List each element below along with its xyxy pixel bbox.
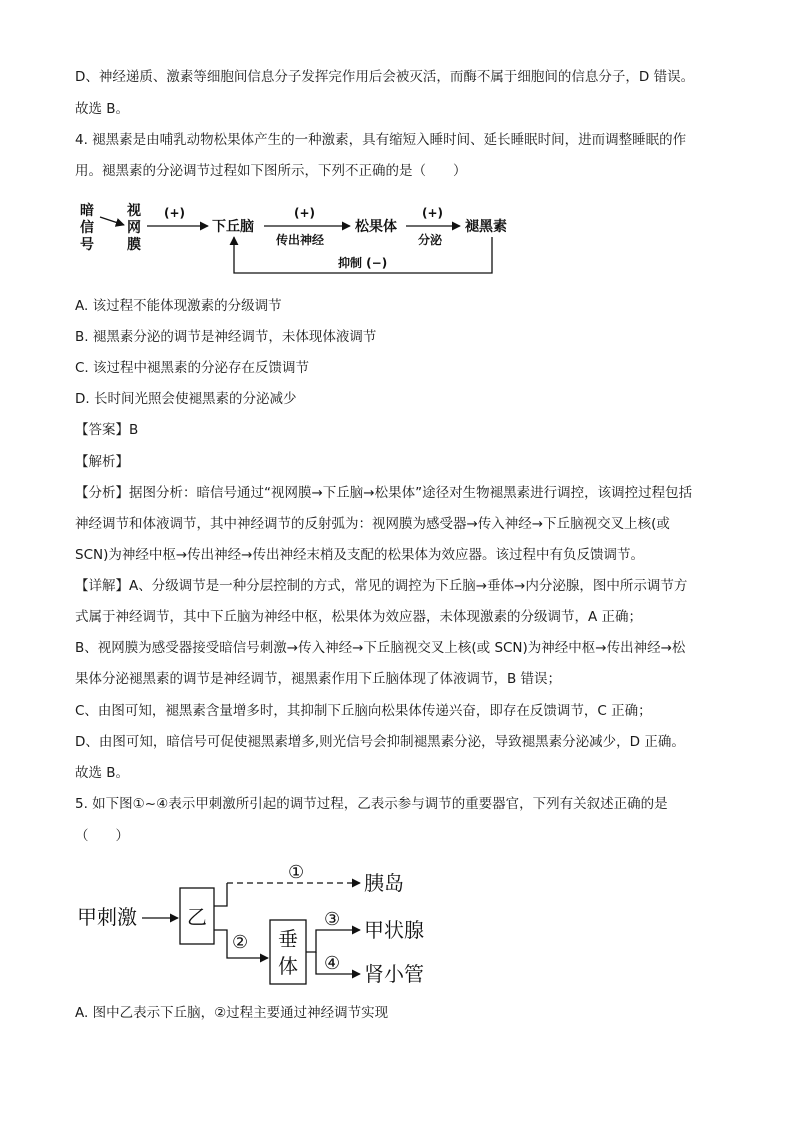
plus-1: (+) bbox=[164, 206, 186, 220]
analysis-line: SCN)为神经中枢→传出神经→传出神经末梢及支配的松果体为效应器。该过程中有负反馈调节。 bbox=[75, 547, 644, 563]
analysis-line: 神经调节和体液调节，其中神经调节的反射弧为：视网膜为感受器→传入神经→下丘脑视交叉上核(或 bbox=[75, 516, 670, 532]
dark-signal-2: 信 bbox=[80, 220, 94, 236]
option-a: A. 该过程不能体现激素的分级调节 bbox=[75, 298, 282, 314]
analysis-label: 【解析】 bbox=[75, 454, 129, 470]
analysis-line: 故选 B。 bbox=[75, 765, 130, 781]
analysis-line: C、由图可知，褪黑素含量增多时，其抑制下丘脑向松果体传递兴奋，即存在反馈调节，C 正确； bbox=[75, 703, 652, 719]
plus-2: (+) bbox=[294, 206, 316, 220]
analysis-line: 【分析】据图分析：暗信号通过“视网膜→下丘脑→松果体”途径对生物褪黑素进行调控，该调控过程包括 bbox=[75, 485, 693, 501]
answer-label: 【答案】B bbox=[75, 422, 139, 438]
option-d: D. 长时间光照会使褪黑素的分泌减少 bbox=[75, 391, 297, 407]
question-5-stem-2: （ ） bbox=[75, 828, 129, 844]
melatonin-label: 褪黑素 bbox=[465, 219, 507, 235]
analysis-line: D、由图可知，暗信号可促使褪黑素增多,则光信号会抑制褪黑素分泌，导致褪黑素分泌减少，D 正确。 bbox=[75, 734, 685, 750]
option-b: B. 褪黑素分泌的调节是神经调节，未体现体液调节 bbox=[75, 329, 377, 345]
yi-label: 乙 bbox=[187, 905, 207, 929]
circle-2: ② bbox=[232, 932, 249, 953]
secrete-label: 分泌 bbox=[418, 233, 443, 247]
regulation-process-diagram bbox=[72, 858, 452, 993]
retina-2: 网 bbox=[127, 220, 141, 236]
thyroid-label: 甲状腺 bbox=[364, 918, 424, 942]
hypothalamus-label: 下丘脑 bbox=[212, 219, 254, 235]
dark-signal-3: 号 bbox=[80, 237, 94, 253]
pituitary-1: 垂 bbox=[278, 927, 298, 951]
retina-1: 视 bbox=[127, 203, 141, 219]
question-4-stem: 4. 褪黑素是由哺乳动物松果体产生的一种激素，具有缩短入睡时间、延长睡眠时间，进而调整睡眠的作 bbox=[75, 132, 687, 148]
dark-signal-1: 暗 bbox=[80, 203, 94, 219]
option-5-a: A. 图中乙表示下丘脑，②过程主要通过神经调节实现 bbox=[75, 1005, 389, 1021]
pineal-label: 松果体 bbox=[355, 219, 397, 235]
text-line: 故选 B。 bbox=[75, 101, 130, 117]
circle-4: ④ bbox=[324, 953, 341, 974]
melatonin-regulation-diagram bbox=[72, 195, 522, 280]
option-c: C. 该过程中褪黑素的分泌存在反馈调节 bbox=[75, 360, 310, 376]
tubule-label: 肾小管 bbox=[364, 962, 424, 986]
inhibit-label: 抑制 (−) bbox=[338, 256, 388, 270]
circle-1: ① bbox=[288, 862, 305, 883]
islet-label: 胰岛 bbox=[364, 871, 404, 895]
analysis-line: 式属于神经调节，其中下丘脑为神经中枢，松果体为效应器，未体现激素的分级调节，A 正确； bbox=[75, 609, 643, 625]
analysis-line: 【详解】A、分级调节是一种分层控制的方式，常见的调控为下丘脑→垂体→内分泌腺，图中所示调节方 bbox=[75, 578, 688, 594]
analysis-line: 果体分泌褪黑素的调节是神经调节，褪黑素作用下丘脑体现了体液调节，B 错误； bbox=[75, 671, 562, 687]
question-4-stem-2: 用。褪黑素的分泌调节过程如下图所示，下列不正确的是（ ） bbox=[75, 163, 467, 179]
circle-3: ③ bbox=[324, 909, 341, 930]
question-5-stem: 5. 如下图①~④表示甲刺激所引起的调节过程，乙表示参与调节的重要器官，下列有关叙述正确的是 bbox=[75, 796, 668, 812]
retina-3: 膜 bbox=[127, 237, 141, 253]
stimulus-label: 甲刺激 bbox=[77, 905, 137, 929]
efferent-nerve-label: 传出神经 bbox=[276, 233, 325, 247]
analysis-line: B、视网膜为感受器接受暗信号刺激→传入神经→下丘脑视交叉上核(或 SCN)为神经中枢→传出神经→松 bbox=[75, 640, 686, 656]
plus-3: (+) bbox=[422, 206, 444, 220]
pituitary-2: 体 bbox=[278, 954, 298, 978]
text-line: D、神经递质、激素等细胞间信息分子发挥完作用后会被灭活，而酶不属于细胞间的信息分子，D 错误。 bbox=[75, 69, 695, 85]
